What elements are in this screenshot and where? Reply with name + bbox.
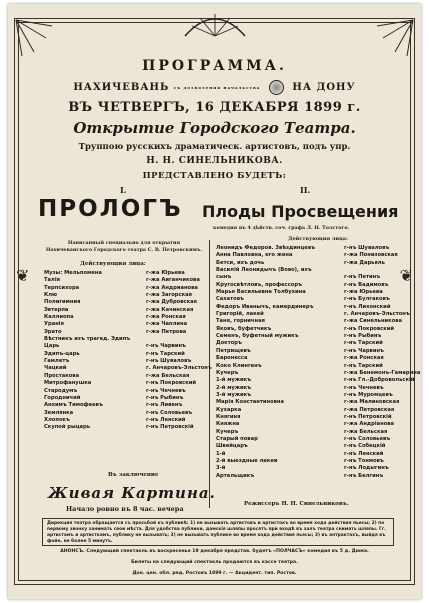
cast-role: Скупой рыцарь <box>44 424 91 431</box>
cast-actor: г-жа Дубровская <box>146 299 197 306</box>
cast-actor: г-жа Бельская <box>146 372 190 379</box>
cast-row <box>216 355 400 362</box>
cast-row <box>216 260 400 267</box>
cast-row <box>216 274 400 281</box>
cast-actor: г-нъ Тарский <box>344 340 383 347</box>
cast-role: Семенъ, буфетный мужикъ <box>216 333 299 340</box>
cast-actor: г-нъ Чечневъ <box>344 384 384 391</box>
cast-row <box>216 245 400 252</box>
cast-role: Марія Константиновна <box>216 399 285 406</box>
cast-actor: г-нъ Покровский <box>146 380 197 387</box>
finale-title: Живая Картина. <box>48 484 216 502</box>
column-divider <box>209 240 210 508</box>
cast-actor: г-нъ Лодыгинъ <box>344 465 389 472</box>
cast-row <box>44 358 204 365</box>
cast-row <box>44 402 204 409</box>
cast-role: Леонидъ Федоров. Звѣздинцевъ <box>216 245 316 251</box>
cast-role: Бетси, ихъ дочь <box>216 259 265 266</box>
cast-actor: г. Анчаровъ-Эльстонъ <box>344 311 410 318</box>
cast-role: Музы: Мельпомена <box>44 270 102 276</box>
cast-actor: г-нъ Тарский <box>146 350 185 357</box>
city-line <box>8 80 421 95</box>
cast-actor: г-нъ Петровскій <box>146 424 194 431</box>
cast-actor: г-нъ Петинъ <box>344 274 381 281</box>
cast-role: Княгиня <box>216 413 241 420</box>
cast-role: Талія <box>44 277 60 284</box>
cast-actor: г-нъ Гл.-Добровольскій <box>344 377 415 384</box>
cast-row <box>44 351 204 358</box>
cast-row <box>44 410 204 417</box>
cast-actor: г-нъ Тонмовъ <box>344 457 384 464</box>
cast-role: Старый повар <box>216 435 258 442</box>
cast-role: сынъ <box>216 274 232 281</box>
cast-row <box>216 282 400 289</box>
cast-role: Митрофанушка <box>44 380 92 387</box>
cast-role: Землянка <box>44 409 74 416</box>
cast-row <box>216 451 400 458</box>
play-one-cast-heading: Действующия лица: <box>80 261 146 267</box>
cast-actor: г-жа Качинская <box>146 306 194 313</box>
cast-role: Анхимъ Тимофеевъ <box>44 402 103 409</box>
cast-role: Кухарка <box>216 406 242 413</box>
announcement-line: АНОНСЪ. Следующий спектакль въ воскресенье 19 декабря представ. будетъ «ПОЛЧАСЪ» комедия въ 5 д. Дюма. <box>60 549 369 554</box>
cast-role: Марья Васильевна Толбухина <box>216 289 306 296</box>
cast-row <box>216 267 400 274</box>
cast-row <box>216 399 400 406</box>
cast-actor: г-нъ Чарвинъ <box>344 347 384 354</box>
cast-role: Каллиопа <box>44 314 74 321</box>
cast-actor: г-жа Ронская <box>146 314 186 321</box>
cast-actor: г-нъ Рыбинъ <box>344 333 382 340</box>
cast-actor: г-жа Андрианова <box>146 284 198 291</box>
part-one-numeral: I. <box>120 185 127 195</box>
cast-actor: г-жа Петровская <box>344 406 395 413</box>
cast-actor: г-нъ Соловьевъ <box>146 409 193 416</box>
cast-actor: г-жа Дарьяль <box>344 259 385 266</box>
play-two-subtitle: комедия въ 4 дѣйств. соч. графа Л. Н. Толстого. <box>213 225 350 231</box>
performance-date: ВЪ ЧЕТВЕРГЪ, 16 ДЕКАБРЯ 1899 г. <box>68 100 361 115</box>
opening-headline: Открытие Городского Театра. <box>73 119 356 137</box>
scroll-ornament-icon: ❦ <box>16 266 30 285</box>
cast-role: Царь <box>44 343 60 350</box>
cast-actor: г-жа Ронская <box>344 355 384 362</box>
cast-row <box>216 443 400 450</box>
cast-row <box>216 465 400 472</box>
cast-role: 2-й мужикъ <box>216 384 252 391</box>
audience-notice: Дирекция театра обращается съ просьбой къ публикѣ: 1) не вызывать артистовъ и артистокъ во время хода действия пьесы; 2) по первому звонку занимать свои мѣста. Для удобства публики, дамскія шляпы просятъ при входѣ въ залъ театра снимать шляпы. Гг. артистамъ и артисткамъ, публику не вызывать; 3) не вызывать публике во время хода действия пьесы; 3) въ антрактахъ, выйдя въ фойе, не более 5 минутъ. <box>42 518 394 546</box>
cast-role: Вѣстникъ изъ трагед. Эдипъ <box>44 336 131 343</box>
cast-actor: г-нъ Рыбинъ <box>146 394 184 401</box>
program-sheet <box>8 4 421 599</box>
cast-row <box>44 365 212 372</box>
cast-row <box>216 458 400 465</box>
cast-role: Терпсихора <box>44 284 80 291</box>
cast-role: Федоръ Иванычъ, камердинеръ <box>216 303 314 310</box>
cast-row <box>216 289 400 296</box>
cast-actor: г-нъ Ленский <box>146 416 186 423</box>
cast-row <box>44 285 204 292</box>
cast-actor: г-нъ Шуваловъ <box>344 245 390 251</box>
cast-role: 1-й <box>216 450 226 457</box>
cast-actor: г-жа Юрьева <box>344 289 383 296</box>
cast-actor: г-нъ Чарвинъ <box>146 343 186 350</box>
cast-row <box>44 299 204 306</box>
cast-row <box>44 329 204 336</box>
cast-row <box>44 380 204 387</box>
cast-row <box>216 407 400 414</box>
cast-actor: г-нъ Собецкій <box>344 443 386 450</box>
play-two-cast-heading: Действующия лица: <box>288 236 348 242</box>
cast-role: Швейцаръ <box>216 443 248 450</box>
cast-actor: г-нъ Белгинъ <box>344 472 384 479</box>
city-note: съ дозволения начальства <box>173 85 261 90</box>
cast-role: 1-й мужикъ <box>216 377 252 384</box>
cast-actor: г-нъ Чечневъ <box>146 387 186 394</box>
cast-role: Анна Павловна, его жена <box>216 252 293 259</box>
cast-actor: г-нъ Петровскій <box>344 413 392 420</box>
cast-role: Сахатовъ <box>216 296 244 303</box>
city-seal-icon <box>269 80 284 95</box>
cast-role: Артельщикъ <box>216 472 255 479</box>
cast-actor: г-нъ Соловьевъ <box>344 435 391 442</box>
cast-row <box>216 414 400 421</box>
fan-ornament-icon <box>375 18 415 58</box>
cast-role: 2-й выездные лакеи <box>216 457 278 464</box>
play-one-cast-list <box>44 270 212 432</box>
cast-row <box>216 363 400 370</box>
finale-label: Въ заключение <box>108 472 159 478</box>
troupe-line: Труппою русскихъ драматическ. артистовъ, подъ упр. <box>78 142 351 152</box>
cast-actor: г-жа Бельская <box>344 428 388 435</box>
cast-row <box>216 252 400 259</box>
cast-actor: г-жа Синельникова <box>344 318 403 325</box>
cast-actor: г. Анчаровъ-Эльстонъ <box>146 365 212 372</box>
cast-role: Княжна <box>216 421 240 428</box>
cast-role: Эрато <box>44 328 62 335</box>
fan-ornament-icon <box>14 18 54 58</box>
cast-row <box>216 311 410 318</box>
cast-actor: г-жа Петрова <box>146 328 187 335</box>
cast-row <box>216 392 400 399</box>
cast-role: Василій Леонидычъ (Вово), ихъ <box>216 267 312 274</box>
cast-actor <box>146 336 204 343</box>
city-left: НАХИЧЕВАНЬ <box>73 82 170 93</box>
cast-actor: г-жа Чаплина <box>146 321 188 328</box>
cast-row <box>44 343 204 350</box>
cast-role: Эвтерпа <box>44 306 69 313</box>
cast-actor: г-жа Понизовская <box>344 252 398 259</box>
cast-role: Стародумъ <box>44 387 78 394</box>
cast-row <box>44 277 204 284</box>
printer-line: Дон. цен. обл. ред. Ростовъ 1899 г. — Акцидент. тип. Ростов. <box>132 571 297 576</box>
cast-actor: г-нъ Лихонский <box>344 303 391 310</box>
part-two-numeral: II. <box>300 185 311 195</box>
tickets-line: Билеты на следующий спектакль продаются въ кассе театра. <box>131 560 298 565</box>
cast-actor: г-нъ Тарский <box>344 362 383 369</box>
cast-role: Кучеръ <box>216 369 239 376</box>
cast-actor: г-нъ Ливенъ <box>146 402 183 409</box>
cast-role: Простакова <box>44 372 80 379</box>
cast-role: Докторъ <box>216 340 242 347</box>
play-one-subtitle: Написанный специально для открытия Нахичеванского Городского театра С. В. Петровскимъ. <box>45 240 203 253</box>
cast-row <box>44 307 204 314</box>
cast-row <box>44 321 204 328</box>
city-right: НА ДОНУ <box>292 82 356 93</box>
cast-role: Кучеръ <box>216 428 239 435</box>
cast-role: 3-й <box>216 465 226 472</box>
cast-role: Городничий <box>44 394 81 401</box>
cast-actor: г-нъ Покровский <box>344 325 395 332</box>
cast-actor: г-нъ Ленский <box>344 450 384 457</box>
cast-row <box>44 424 204 431</box>
cast-row <box>216 318 403 325</box>
cast-role: Полигимния <box>44 299 81 306</box>
cast-actor: г-жа Загорская <box>146 292 192 299</box>
cast-role: Баронесса <box>216 355 248 362</box>
cast-row <box>216 304 400 311</box>
cast-role: Яковъ, буфетчикъ <box>216 325 272 332</box>
start-time: Начало ровно въ 8 час. вечера <box>66 505 184 513</box>
cast-row <box>44 388 204 395</box>
cast-row <box>44 314 204 321</box>
cast-actor: г-жа Аиганчикова <box>146 277 200 284</box>
cast-role: Клю <box>44 292 58 299</box>
cast-row <box>44 395 204 402</box>
cast-role: Чацкий <box>44 365 67 372</box>
cast-actor: г-нъ Шуваловъ <box>146 358 192 365</box>
cast-role: Григорій, лакей <box>216 311 264 318</box>
cast-row <box>216 340 400 347</box>
cast-actor: г-жа Юрьева <box>146 270 185 276</box>
cast-role: Эдипъ-царь <box>44 350 80 357</box>
presented-heading: ПРЕДСТАВЛЕНО БУДЕТЪ: <box>142 171 287 181</box>
cast-role: Гамлетъ <box>44 358 70 365</box>
cast-row <box>216 377 415 384</box>
program-title: ПРОГРАММА. <box>142 58 287 74</box>
stage-director: Режиссеръ Н. Н. Синельниковъ. <box>244 501 349 507</box>
cast-role: Таня, горничная <box>216 318 265 325</box>
cast-actor: г-жа Малиновская <box>344 399 400 406</box>
cast-row <box>216 385 400 392</box>
cast-row <box>44 270 204 277</box>
play-one-title: ПРОЛОГЪ <box>38 196 183 222</box>
cast-row <box>216 296 400 303</box>
cast-actor <box>344 267 400 274</box>
cast-actor: г-нъ Муромцевъ <box>344 391 393 398</box>
cast-role: 3-й мужикъ <box>216 391 252 398</box>
play-two-cast-list <box>216 245 421 480</box>
cast-row <box>216 473 400 480</box>
cast-actor: г-жа Андріанова <box>344 421 395 428</box>
cast-row <box>216 421 400 428</box>
director-name: Н. Н. СИНЕЛЬНИКОВА. <box>146 156 283 166</box>
cast-role: Коко Клингенъ <box>216 362 262 369</box>
cast-role: Петрищевъ <box>216 347 251 354</box>
play-two-title: Плоды Просвещения <box>202 202 399 221</box>
cast-actor: г-нъ Вадимовъ <box>344 281 389 288</box>
cast-role: Кругосвѣтловъ, профессоръ <box>216 281 302 288</box>
sunburst-ornament-icon <box>180 8 250 38</box>
cast-row <box>216 348 400 355</box>
cast-row <box>216 429 400 436</box>
cast-actor: г-жа Бенемонъ-Гамарина <box>344 369 421 376</box>
cast-role: Уранія <box>44 321 64 328</box>
scroll-ornament-icon: ❦ <box>399 266 413 285</box>
cast-row <box>44 336 204 343</box>
cast-role: Хлопокъ <box>44 416 70 423</box>
cast-actor: г-нъ Булгаковъ <box>344 296 390 303</box>
